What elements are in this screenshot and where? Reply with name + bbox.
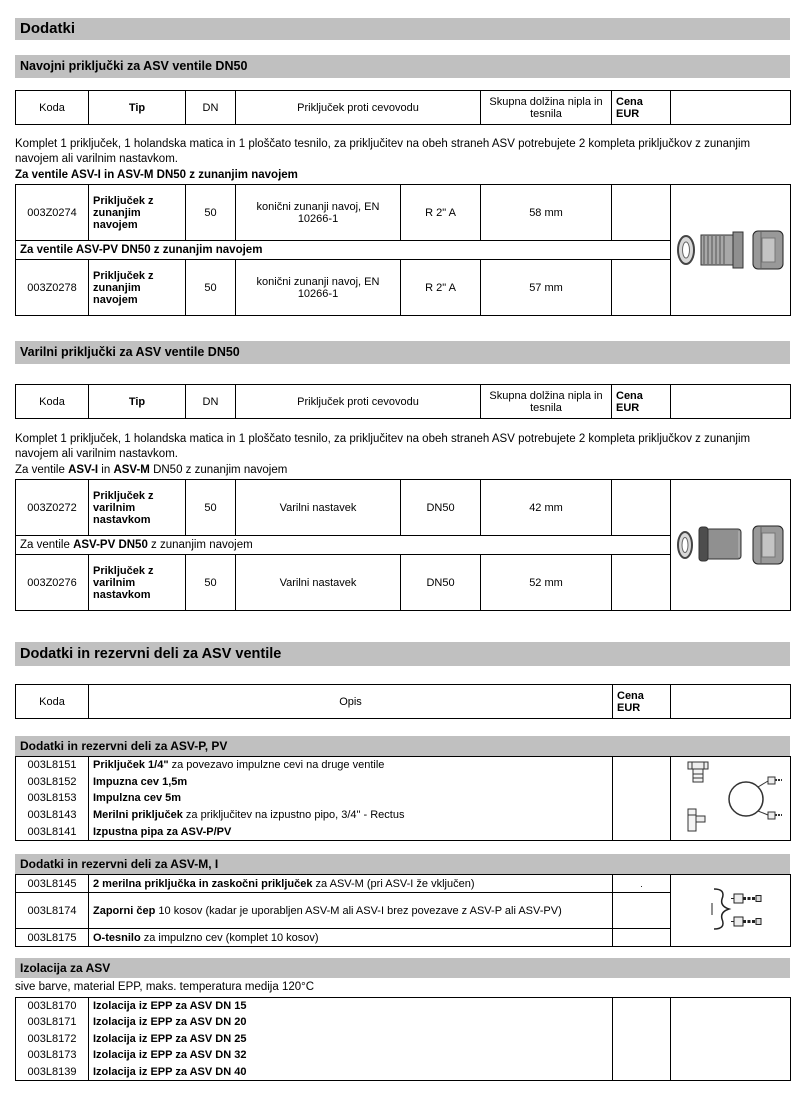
cell-cena bbox=[612, 480, 671, 536]
cell-opis: Izolacija iz EPP za ASV DN 32 bbox=[89, 1047, 613, 1064]
navojni-subline-1: Za ventile ASV-I in ASV-M DN50 z zunanjim navojem bbox=[15, 169, 298, 181]
cell-opis: Izolacija iz EPP za ASV DN 20 bbox=[89, 1014, 613, 1031]
col-header-cena: Cena EUR bbox=[612, 91, 671, 125]
col-header-cena: Cena EUR bbox=[612, 385, 671, 419]
cell-dolzina: 52 mm bbox=[481, 555, 612, 611]
cell-opis: Izpustna pipa za ASV-P/PV bbox=[89, 824, 613, 841]
cell-koda: 003Z0274 bbox=[16, 185, 89, 241]
measuring-nipples-snap-connector-icon bbox=[676, 879, 786, 939]
col-header-cena: Cena EUR bbox=[613, 685, 671, 719]
cell-koda: 003L8151 bbox=[16, 757, 89, 774]
cell-koda: 003L8170 bbox=[16, 998, 89, 1015]
cell-cena bbox=[613, 929, 671, 947]
col-header-opis: Opis bbox=[89, 685, 613, 719]
cell-navoj: DN50 bbox=[401, 480, 481, 536]
table-row bbox=[16, 875, 791, 893]
cell-koda: 003L8143 bbox=[16, 807, 89, 824]
col-header-skupna: Skupna dolžina nipla in tesnila bbox=[481, 385, 612, 419]
col-header-image bbox=[671, 91, 791, 125]
cell-koda: 003L8145 bbox=[16, 875, 89, 893]
cell-prikljucek: konični zunanji navoj, EN 10266-1 bbox=[236, 260, 401, 316]
cell-opis: Merilni priključek za priključitev na izpustno pipo, 3/4" - Rectus bbox=[89, 807, 613, 824]
varilni-data-table bbox=[15, 479, 791, 611]
cell-dn: 50 bbox=[186, 480, 236, 536]
col-header-skupna: Skupna dolžina nipla in tesnila bbox=[481, 91, 612, 125]
section-title-navojni: Navojni priključki za ASV ventile DN50 bbox=[15, 55, 790, 78]
cell-cena bbox=[613, 1064, 671, 1081]
cell-opis: Impulzna cev 5m bbox=[89, 790, 613, 807]
cell-opis: Izolacija iz EPP za ASV DN 25 bbox=[89, 1031, 613, 1048]
cell-koda: 003L8174 bbox=[16, 893, 89, 929]
cell-cena bbox=[613, 1047, 671, 1064]
cell-opis: Impuzna cev 1,5m bbox=[89, 773, 613, 790]
cell-cena bbox=[612, 260, 671, 316]
asv-m-i-accessories-image bbox=[671, 875, 791, 947]
subsection-title-asv-p-pv: Dodatki in rezervni deli za ASV-P, PV bbox=[15, 736, 790, 756]
col-header-image bbox=[671, 685, 791, 719]
washer-weld-nipple-union-nut-icon bbox=[675, 515, 787, 573]
cell-cena bbox=[612, 185, 671, 241]
col-header-tip: Tip bbox=[89, 91, 186, 125]
cell-opis: Izolacija iz EPP za ASV DN 40 bbox=[89, 1064, 613, 1081]
table-row bbox=[16, 480, 791, 536]
col-header-koda: Koda bbox=[16, 685, 89, 719]
cell-cena: . bbox=[613, 875, 671, 893]
col-header-dn: DN bbox=[186, 385, 236, 419]
cell-cena bbox=[613, 757, 671, 774]
cell-navoj: DN50 bbox=[401, 555, 481, 611]
cell-opis: Izolacija iz EPP za ASV DN 15 bbox=[89, 998, 613, 1015]
cell-navoj: R 2" A bbox=[401, 260, 481, 316]
cell-koda: 003Z0276 bbox=[16, 555, 89, 611]
section-title-rezervni: Dodatki in rezervni deli za ASV ventile bbox=[15, 642, 790, 666]
table-row bbox=[16, 757, 791, 774]
cell-dn: 50 bbox=[186, 185, 236, 241]
cell-cena bbox=[613, 824, 671, 841]
cell-opis: O-tesnilo za impulzno cev (komplet 10 kosov) bbox=[89, 929, 613, 947]
cell-cena bbox=[613, 773, 671, 790]
weld-connection-set-image bbox=[671, 480, 791, 611]
cell-cena bbox=[612, 555, 671, 611]
varilni-intro: Komplet 1 priključek, 1 holandska matica in 1 ploščato tesnilo, za priključitev na obeh straneh ASV potrebujete 2 kompleta priključkov z zunanjim navojem ali varilnim nastavkom. bbox=[15, 433, 751, 460]
cell-opis: Priključek 1/4" za povezavo impulzne cevi na druge ventile bbox=[89, 757, 613, 774]
izolacija-table bbox=[15, 997, 791, 1081]
col-header-koda: Koda bbox=[16, 91, 89, 125]
asv-p-pv-accessories-image bbox=[671, 757, 791, 841]
cell-koda: 003L8171 bbox=[16, 1014, 89, 1031]
cell-koda: 003Z0272 bbox=[16, 480, 89, 536]
cell-navoj: R 2" A bbox=[401, 185, 481, 241]
table-row bbox=[16, 998, 791, 1015]
rezervni-header-table bbox=[15, 684, 791, 719]
navojni-data-table bbox=[15, 184, 791, 316]
cell-cena bbox=[613, 1031, 671, 1048]
cell-tip: Priključek z zunanjim navojem bbox=[89, 260, 186, 316]
navojni-subline-2: Za ventile ASV-PV DN50 z zunanjim navojem bbox=[16, 241, 671, 260]
asv-m-i-table bbox=[15, 874, 791, 947]
page-title: Dodatki bbox=[15, 18, 790, 40]
cell-cena bbox=[613, 807, 671, 824]
cell-dn: 50 bbox=[186, 260, 236, 316]
cell-prikljucek: konični zunanji navoj, EN 10266-1 bbox=[236, 185, 401, 241]
navojni-header-table bbox=[15, 90, 791, 125]
cell-koda: 003L8141 bbox=[16, 824, 89, 841]
cell-koda: 003L8172 bbox=[16, 1031, 89, 1048]
varilni-subline-1: Za ventile ASV-I in ASV-M DN50 z zunanjim navojem bbox=[15, 464, 288, 476]
cell-tip: Priključek z varilnim nastavkom bbox=[89, 480, 186, 536]
col-header-image bbox=[671, 385, 791, 419]
table-row bbox=[16, 185, 791, 241]
cell-koda: 003L8139 bbox=[16, 1064, 89, 1081]
cell-tip: Priključek z varilnim nastavkom bbox=[89, 555, 186, 611]
cell-dolzina: 58 mm bbox=[481, 185, 612, 241]
navojni-intro: Komplet 1 priključek, 1 holandska matica in 1 ploščato tesnilo, za priključitev na obeh straneh ASV potrebujete 2 kompleta priključkov z zunanjim navojem ali varilnim nastavkom. bbox=[15, 138, 751, 165]
cell-cena bbox=[613, 998, 671, 1015]
col-header-tip: Tip bbox=[89, 385, 186, 419]
col-header-dn: DN bbox=[186, 91, 236, 125]
subsection-title-izolacija: Izolacija za ASV bbox=[15, 958, 790, 978]
cell-dolzina: 42 mm bbox=[481, 480, 612, 536]
cell-prikljucek: Varilni nastavek bbox=[236, 480, 401, 536]
section-title-varilni: Varilni priključki za ASV ventile DN50 bbox=[15, 341, 790, 364]
col-header-koda: Koda bbox=[16, 385, 89, 419]
cell-opis: 2 merilna priključka in zaskočni priključek za ASV-M (pri ASV-I že vključen) bbox=[89, 875, 613, 893]
cell-koda: 003L8153 bbox=[16, 790, 89, 807]
cell-cena bbox=[613, 893, 671, 929]
col-header-prikljucek: Priključek proti cevovodu bbox=[236, 91, 481, 125]
fitting-tube-coil-drain-tap-icon bbox=[676, 757, 786, 837]
cell-tip: Priključek z zunanjim navojem bbox=[89, 185, 186, 241]
cell-koda: 003L8152 bbox=[16, 773, 89, 790]
cell-dn: 50 bbox=[186, 555, 236, 611]
asv-p-pv-table bbox=[15, 756, 791, 841]
varilni-subline-2: Za ventile ASV-PV DN50 z zunanjim navojem bbox=[16, 536, 671, 555]
izolacija-image-cell bbox=[671, 998, 791, 1081]
cell-prikljucek: Varilni nastavek bbox=[236, 555, 401, 611]
threaded-connection-set-image bbox=[671, 185, 791, 316]
cell-koda: 003Z0278 bbox=[16, 260, 89, 316]
subsection-title-asv-m-i: Dodatki in rezervni deli za ASV-M, I bbox=[15, 854, 790, 874]
cell-koda: 003L8173 bbox=[16, 1047, 89, 1064]
washer-threaded-nipple-union-nut-icon bbox=[675, 220, 787, 278]
cell-cena bbox=[613, 1014, 671, 1031]
varilni-header-table bbox=[15, 384, 791, 419]
cell-opis: Zaporni čep 10 kosov (kadar je uporabljen ASV-M ali ASV-I brez povezave z ASV-P ali ASV-PV) bbox=[89, 893, 613, 929]
izolacija-subtitle: sive barve, material EPP, maks. temperatura medija 120°C bbox=[15, 981, 315, 993]
cell-koda: 003L8175 bbox=[16, 929, 89, 947]
col-header-prikljucek: Priključek proti cevovodu bbox=[236, 385, 481, 419]
cell-dolzina: 57 mm bbox=[481, 260, 612, 316]
cell-cena bbox=[613, 790, 671, 807]
